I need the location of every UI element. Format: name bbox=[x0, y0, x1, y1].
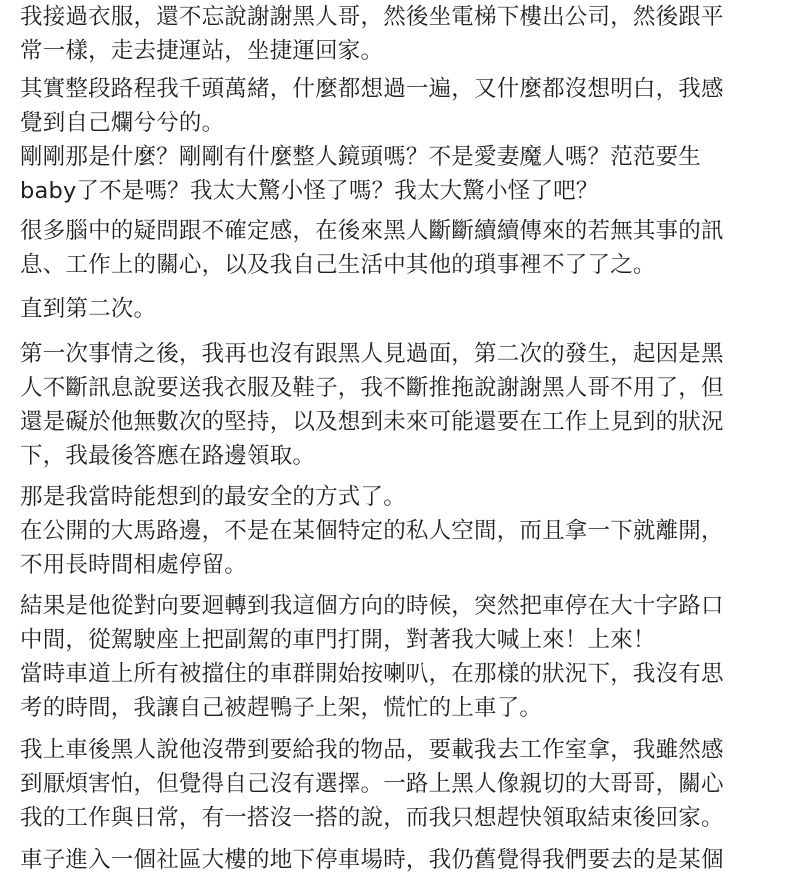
paragraph bbox=[20, 480, 724, 582]
text-line: 結果是他從對向要迴轉到我這個方向的時候，突然把車停在大十字路口 bbox=[20, 593, 724, 619]
paragraph bbox=[20, 843, 724, 877]
text-line: 在公開的大馬路邊，不是在某個特定的私人空間，而且拿一下就離開， bbox=[20, 518, 724, 544]
text-line: 我上車後黑人說他沒帶到要給我的物品，要載我去工作室拿，我雖然感 bbox=[20, 737, 724, 763]
text-line: 中間，從駕駛座上把副駕的車門打開，對著我大喊上來！上來！ bbox=[20, 627, 656, 653]
text-line: 車子進入一個社區大樓的地下停車場時，我仍舊覺得我們要去的是某個 bbox=[20, 847, 724, 873]
text-line: 我接過衣服，還不忘說謝謝黑人哥，然後坐電梯下樓出公司，然後跟平 bbox=[20, 4, 724, 30]
paragraph bbox=[20, 733, 724, 835]
text-line: 還是礙於他無數次的堅持，以及想到未來可能還要在工作上見到的狀況 bbox=[20, 409, 724, 435]
text-line: 考的時間，我讓自己被趕鴨子上架，慌忙的上車了。 bbox=[20, 695, 543, 721]
text-line: 到厭煩害怕，但覺得自己沒有選擇。一路上黑人像親切的大哥哥，關心 bbox=[20, 771, 724, 797]
text-line: 剛剛那是什麼？剛剛有什麼整人鏡頭嗎？不是愛妻魔人嗎？范范要生 bbox=[20, 144, 702, 170]
text-line: 當時車道上所有被擋住的車群開始按喇叭，在那樣的狀況下，我沒有思 bbox=[20, 661, 724, 687]
text-line: 下，我最後答應在路邊領取。 bbox=[20, 443, 316, 469]
paragraph bbox=[20, 589, 724, 725]
text-line: 不用長時間相處停留。 bbox=[20, 552, 248, 578]
text-line: 很多腦中的疑問跟不確定感，在後來黑人斷斷續續傳來的若無其事的訊 bbox=[20, 218, 724, 244]
text-line: 息、工作上的關心，以及我自己生活中其他的瑣事裡不了了之。 bbox=[20, 252, 656, 278]
paragraph bbox=[20, 337, 724, 473]
paragraph bbox=[20, 214, 724, 282]
text-line: 人不斷訊息說要送我衣服及鞋子，我不斷推拖說謝謝黑人哥不用了，但 bbox=[20, 375, 724, 401]
paragraph bbox=[20, 72, 724, 208]
text-line: 常一樣，走去捷運站，坐捷運回家。 bbox=[20, 38, 384, 64]
text-line: 覺到自己爛兮兮的。 bbox=[20, 110, 225, 136]
text-line: 其實整段路程我千頭萬緒，什麼都想過一遍，又什麼都沒想明白，我感 bbox=[20, 76, 724, 102]
paragraph bbox=[20, 292, 156, 326]
text-line: 直到第二次。 bbox=[20, 296, 157, 322]
text-line: 那是我當時能想到的最安全的方式了。 bbox=[20, 484, 406, 510]
text-line: 我的工作與日常，有一搭沒一搭的說，而我只想趕快領取結束後回家。 bbox=[20, 805, 724, 831]
paragraph bbox=[20, 0, 724, 68]
text-line: 第一次事情之後，我再也沒有跟黑人見過面，第二次的發生，起因是黑 bbox=[20, 341, 724, 367]
text-line: baby了不是嗎？我太大驚小怪了嗎？我太大驚小怪了吧？ bbox=[20, 178, 599, 204]
